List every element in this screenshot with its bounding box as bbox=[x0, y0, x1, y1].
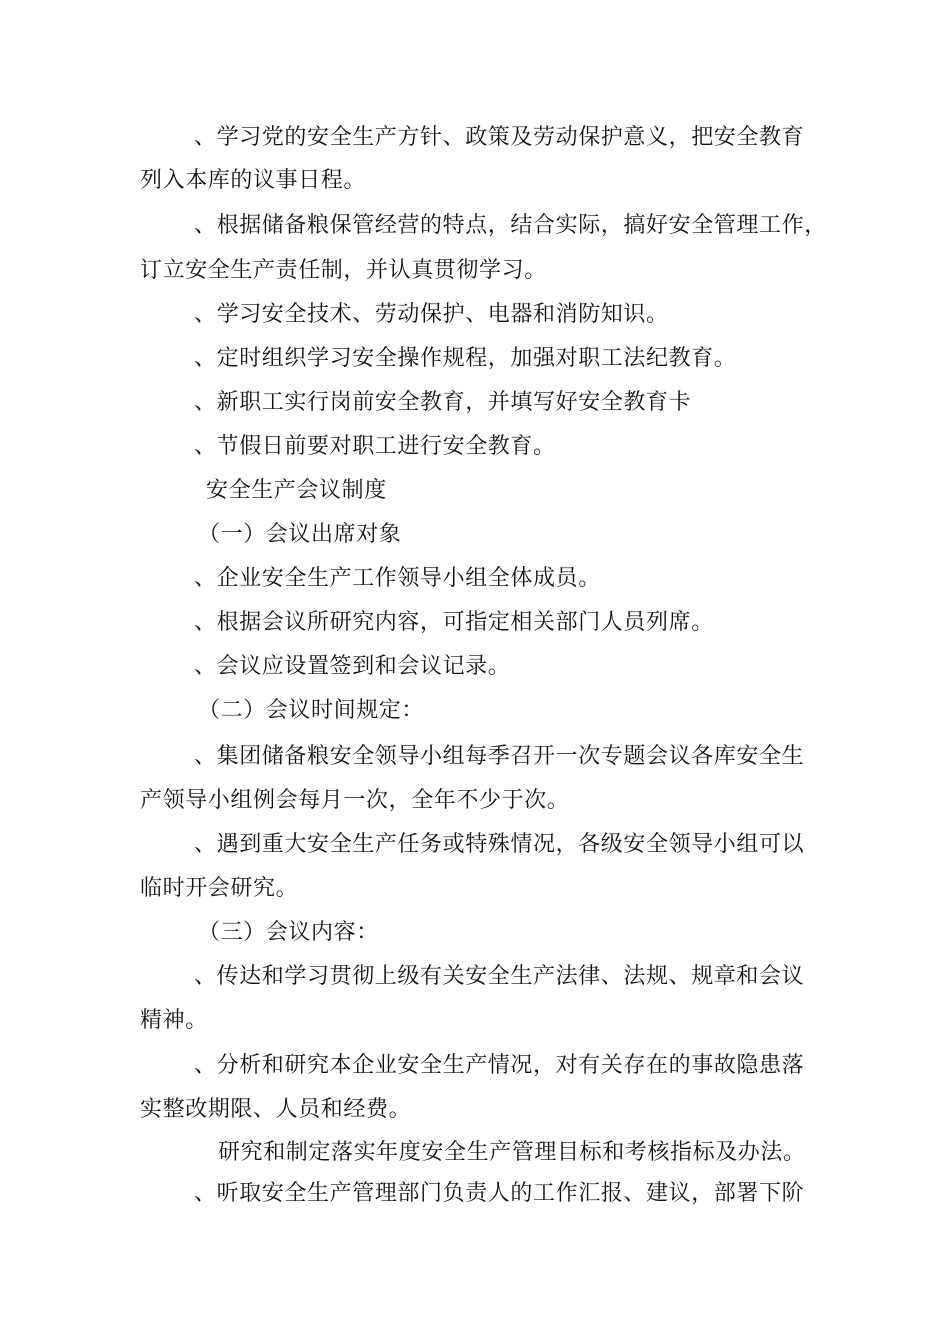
text-line: 、节假日前要对职工进行安全教育。 bbox=[194, 434, 556, 459]
text-line: 产领导小组例会每月一次，全年不少于次。 bbox=[140, 788, 570, 813]
text-line: 、听取安全生产管理部门负责人的工作汇报、建议，部署下阶 bbox=[194, 1181, 805, 1206]
text-line: 研究和制定落实年度安全生产管理目标和考核指标及办法。 bbox=[218, 1140, 806, 1165]
text-line: 、分析和研究本企业安全生产情况，对有关存在的事故隐患落 bbox=[194, 1053, 805, 1078]
text-line: 、定时组织学习安全操作规程，加强对职工法纪教育。 bbox=[194, 346, 737, 371]
subsection-heading: （一）会议出席对象 bbox=[198, 522, 402, 547]
text-line: 订立安全生产责任制，并认真贯彻学习。 bbox=[140, 258, 547, 283]
section-heading: 安全生产会议制度 bbox=[206, 478, 387, 503]
text-line: 、集团储备粮安全领导小组每季召开一次专题会议各库安全生 bbox=[194, 744, 805, 769]
text-line: 、新职工实行岗前安全教育，并填写好安全教育卡 bbox=[194, 390, 692, 415]
text-line: 临时开会研究。 bbox=[140, 876, 299, 901]
text-line: 、根据会议所研究内容，可指定相关部门人员列席。 bbox=[194, 610, 714, 635]
text-line: 、遇到重大安全生产任务或特殊情况，各级安全领导小组可以 bbox=[194, 832, 805, 857]
subsection-heading: （二）会议时间规定： bbox=[198, 698, 425, 723]
text-line: 、会议应设置签到和会议记录。 bbox=[194, 654, 511, 679]
text-line: 列入本库的议事日程。 bbox=[140, 168, 367, 193]
text-line: 、企业安全生产工作领导小组全体成员。 bbox=[194, 566, 601, 591]
text-line: 、传达和学习贯彻上级有关安全生产法律、法规、规章和会议 bbox=[194, 964, 805, 989]
text-line: 精神。 bbox=[140, 1008, 208, 1033]
text-line: 、学习安全技术、劳动保护、电器和消防知识。 bbox=[194, 302, 669, 327]
text-line: 、学习党的安全生产方针、政策及劳动保护意义，把安全教育 bbox=[194, 125, 805, 150]
text-line: 实整改期限、人员和经费。 bbox=[140, 1097, 412, 1122]
subsection-heading: （三）会议内容： bbox=[198, 920, 379, 945]
text-line: 、根据储备粮保管经营的特点，结合实际，搞好安全管理工作， bbox=[194, 213, 827, 238]
